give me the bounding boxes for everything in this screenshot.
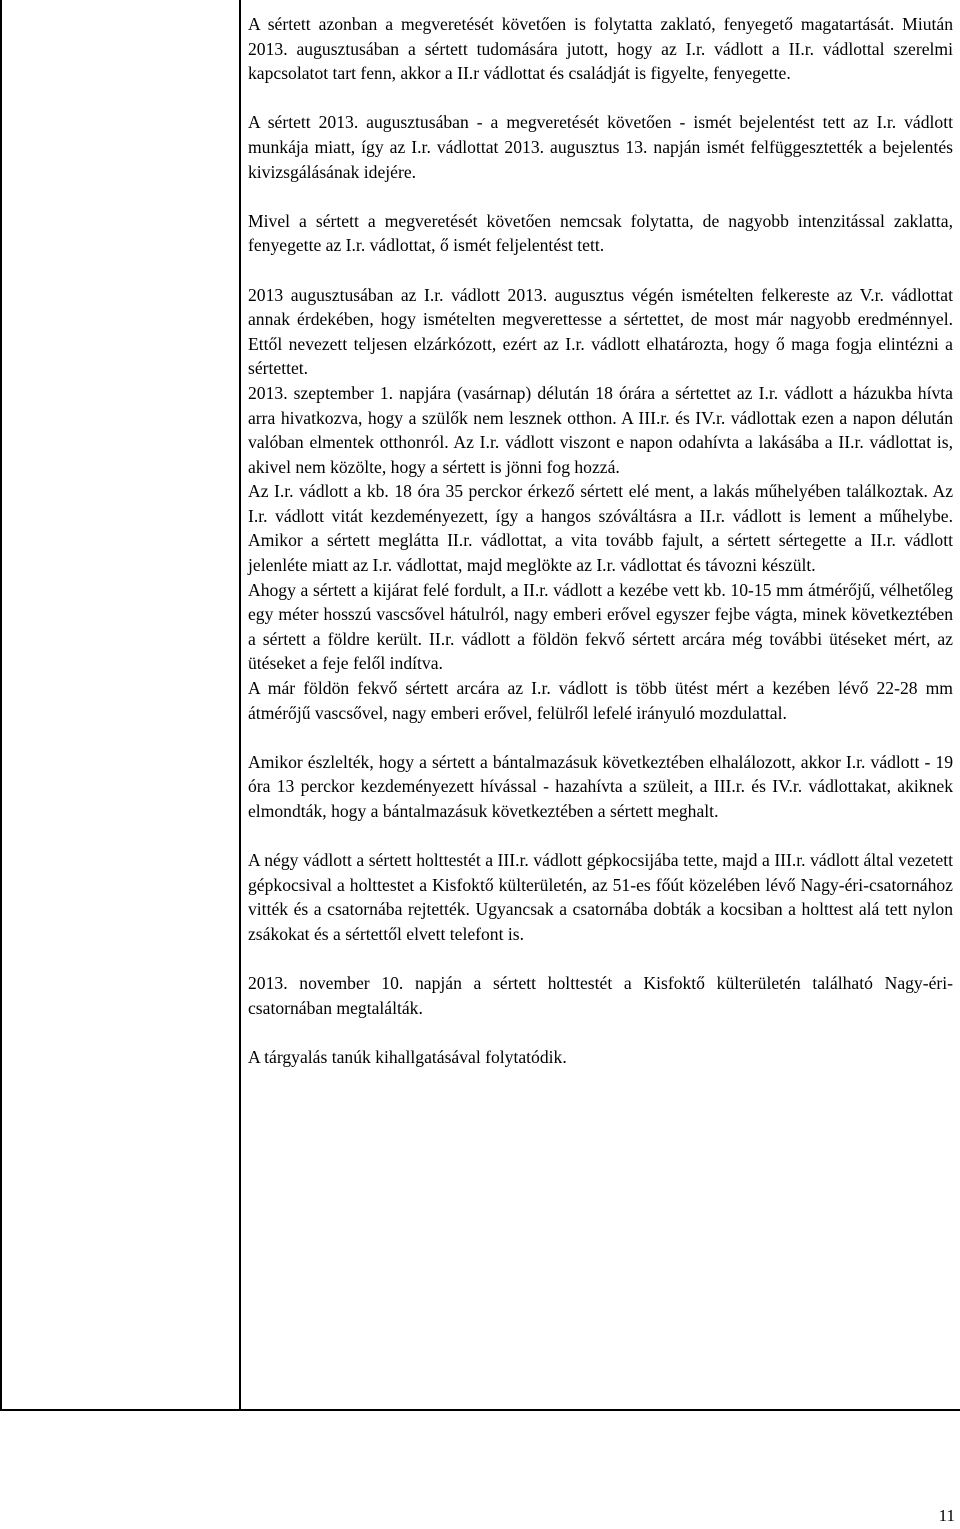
table-bottom-border bbox=[0, 1409, 960, 1411]
paragraph: A tárgyalás tanúk kihallgatásával folytatódik. bbox=[248, 1046, 567, 1067]
paragraph: 2013. szeptember 1. napjára (vasárnap) délután 18 órára a sértettet az I.r. vádlott a házukba hívta arra hivatkozva, hogy a szülők nem lesznek otthon. A III.r. és IV.r. vádlottak ezen a napon délután valóban elmentek otthonról. Az I.r. vádlott viszont e napon odahívta a lakásába a II.r. vádlottat is, akivel nem közölte, hogy a sértett is jönni fog hozzá. bbox=[248, 382, 953, 477]
paragraph: Ahogy a sértett a kijárat felé fordult, a II.r. vádlott a kezébe vett kb. 10-15 mm átmérőjű, vélhetőleg egy méter hosszú vascsővel hátulról, nagy emberi erővel egyszer fejbe vágta, minek következtében a sértett a földre került. II.r. vádlott a földön fekvő sértett arcára még további ütéseket mért, az ütéseket a feje felől indítva. bbox=[248, 579, 953, 674]
table-column-divider bbox=[239, 0, 241, 1411]
paragraph: A négy vádlott a sértett holttestét a III.r. vádlott gépkocsijába tette, majd a III.r. vádlott által vezetett gépkocsival a holttestet a Kisfoktő külterületén, az 51-es főút közelében lévő Nagy-éri-csatornához vitték és a csatornába rejtették. Ugyancsak a csatornába dobták a kocsiban a holttest alá tett nylon zsákokat és a sértettől elvett telefont is. bbox=[248, 850, 953, 944]
document-body bbox=[248, 12, 953, 1070]
paragraph: 2013 augusztusában az I.r. vádlott 2013. augusztus végén ismételten felkereste az V.r. vádlottat annak érdekében, hogy ismételten megverettesse a sértettet, de most már nagyobb eredménnyel. Ettől nevezett teljesen elzárkózott, ezért az I.r. vádlott elhatározta, hogy ő maga fogja elintézni a sértettet. bbox=[248, 284, 953, 379]
paragraph: Az I.r. vádlott a kb. 18 óra 35 perckor érkező sértett elé ment, a lakás műhelyében találkoztak. Az I.r. vádlott vitát kezdeményezett, így a hangos szóváltásra a II.r. vádlott is lement a műhelybe. Amikor a sértett meglátta II.r. vádlottat, a vita tovább fajult, a sértett sértegette a II.r. vádlott jelenléte miatt az I.r. vádlottat, majd meglökte az I.r. vádlottat és távozni készült. bbox=[248, 481, 953, 576]
paragraph: A sértett 2013. augusztusában - a megveretését követően - ismét bejelentést tett az I.r. vádlott munkája miatt, így az I.r. vádlottat 2013. augusztus 13. napján ismét felfüggesztették a bejelentés kivizsgálásának idejére. bbox=[248, 112, 953, 182]
paragraph: 2013. november 10. napján a sértett holttestét a Kisfoktő külterületén található Nagy-éri-csatornában megtalálták. bbox=[248, 973, 953, 1018]
table-left-border bbox=[0, 0, 2, 1411]
page-number: 11 bbox=[938, 1506, 955, 1525]
paragraph: Amikor észlelték, hogy a sértett a bántalmazásuk következtében elhalálozott, akkor I.r. vádlott - 19 óra 13 perckor kezdeményezett hívással - hazahívta a szüleit, a III.r. és IV.r. vádlottakat, akiknek elmondták, hogy a bántalmazásuk következtében a sértett meghalt. bbox=[248, 751, 953, 821]
paragraph: Mivel a sértett a megveretését követően nemcsak folytatta, de nagyobb intenzitással zaklatta, fenyegette az I.r. vádlottat, ő ismét feljelentést tett. bbox=[248, 210, 953, 256]
paragraph: A sértett azonban a megveretését követően is folytatta zaklató, fenyegető magatartását. Miután 2013. augusztusában a sértett tudomására jutott, hogy az I.r. vádlott a II.r. vádlottal szerelmi kapcsolatot tart fenn, akkor a II.r vádlottat és családját is figyelte, fenyegette. bbox=[248, 14, 953, 84]
paragraph: A már földön fekvő sértett arcára az I.r. vádlott is több ütést mért a kezében lévő 22-28 mm átmérőjű vascsővel, nagy emberi erővel, felülről lefelé irányuló mozdulattal. bbox=[248, 678, 953, 723]
